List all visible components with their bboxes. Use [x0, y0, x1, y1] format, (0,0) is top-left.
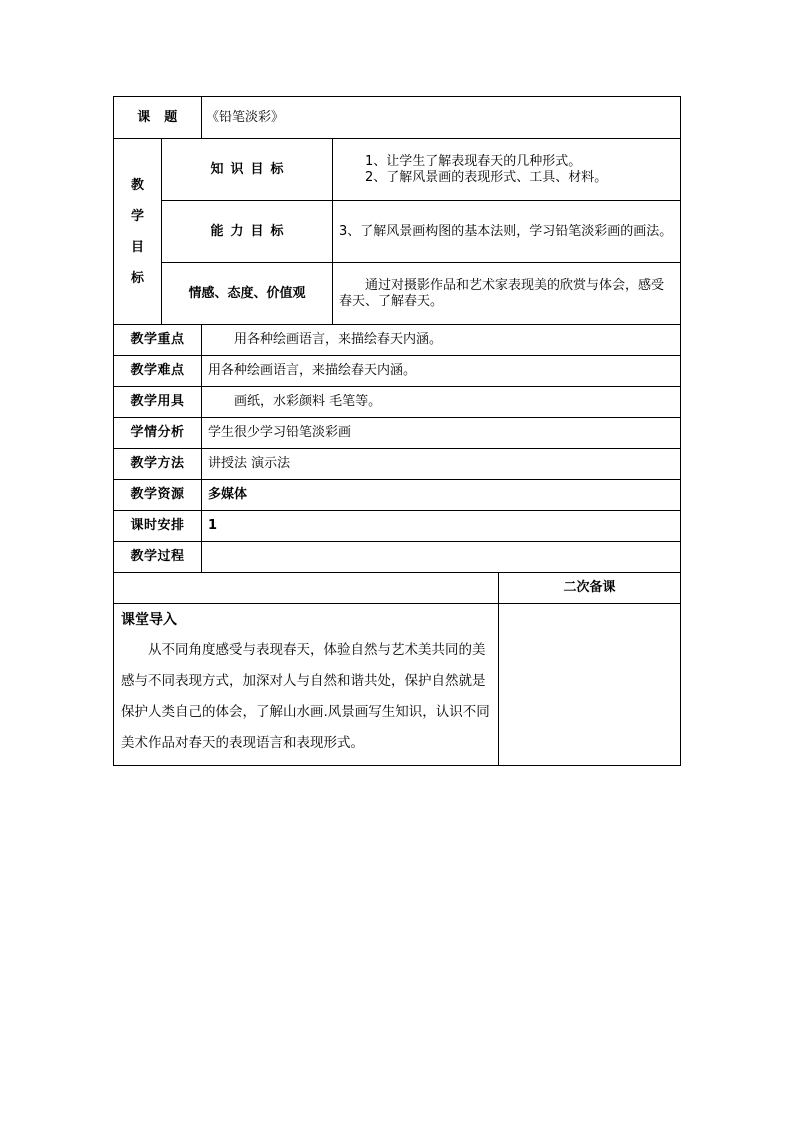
topic-row: [114, 97, 681, 139]
key-points-row: [114, 325, 681, 356]
second-prep-header: 二次备课: [499, 573, 681, 604]
objectives-char-3: 目: [130, 239, 144, 255]
difficulties-row: [114, 356, 681, 387]
lesson-plan-table: [113, 96, 681, 766]
difficulties-label: 教学难点: [114, 356, 202, 387]
emotion-text: 通过对摄影作品和艺术家表现美的欣赏与体会，感受春天、了解春天。: [339, 277, 665, 309]
difficulties-value: 用各种绘画语言，来描绘春天内涵。: [202, 356, 681, 387]
intro-row: [114, 604, 681, 766]
student-analysis-label: 学情分析: [114, 418, 202, 449]
intro-body: 从不同角度感受与表现春天，体验自然与艺术美共同的美感与不同表现方式，加深对人与自然和谐共处，保护自然就是保护人类自己的体会，了解山水画.风景画写生知识，认识不同美术作品对春天的表现语言和表现形式。: [121, 641, 490, 751]
objective-knowledge-row: [114, 139, 681, 201]
objective-ability-row: [114, 201, 681, 263]
resources-label: 教学资源: [114, 480, 202, 511]
methods-row: [114, 449, 681, 480]
methods-label: 教学方法: [114, 449, 202, 480]
objectives-char-2: 学: [130, 208, 144, 224]
tools-label: 教学用具: [114, 387, 202, 418]
process-main-header-blank: [114, 573, 499, 604]
knowledge-line-1: 1、让学生了解表现春天的几种形式。: [365, 153, 582, 169]
key-points-label: 教学重点: [114, 325, 202, 356]
resources-row: [114, 480, 681, 511]
topic-value: 《铅笔淡彩》: [202, 97, 681, 139]
ability-objective-label: 能力目标: [162, 201, 333, 263]
objective-emotion-row: [114, 263, 681, 325]
emotion-objective-content: [333, 263, 681, 325]
intro-cell: [114, 604, 499, 766]
schedule-row: [114, 511, 681, 542]
student-analysis-value: 学生很少学习铅笔淡彩画: [202, 418, 681, 449]
tools-value: 画纸，水彩颜料 毛笔等。: [202, 387, 681, 418]
resources-value: 多媒体: [202, 480, 681, 511]
second-prep-header-row: [114, 573, 681, 604]
objectives-char-4: 标: [130, 270, 144, 286]
knowledge-objective-label: 知识目标: [162, 139, 333, 201]
second-prep-notes: [499, 604, 681, 766]
key-points-value: 用各种绘画语言，来描绘春天内涵。: [202, 325, 681, 356]
knowledge-objective-content: [333, 139, 681, 201]
objectives-group-label: [114, 139, 162, 325]
schedule-label: 课时安排: [114, 511, 202, 542]
process-value: [202, 542, 681, 573]
ability-objective-content: [333, 201, 681, 263]
objectives-char-1: 教: [130, 177, 144, 193]
emotion-objective-label: 情感、态度、价值观: [162, 263, 333, 325]
intro-title: 课堂导入: [121, 612, 177, 628]
process-label: 教学过程: [114, 542, 202, 573]
topic-label: 课 题: [114, 97, 202, 139]
ability-text: 3、了解风景画构图的基本法则，学习铅笔淡彩画的画法。: [339, 223, 673, 239]
tools-row: [114, 387, 681, 418]
knowledge-line-2: 2、了解风景画的表现形式、工具、材料。: [365, 169, 608, 185]
student-analysis-row: [114, 418, 681, 449]
methods-value: 讲授法 演示法: [202, 449, 681, 480]
schedule-value: 1: [202, 511, 681, 542]
process-row: [114, 542, 681, 573]
